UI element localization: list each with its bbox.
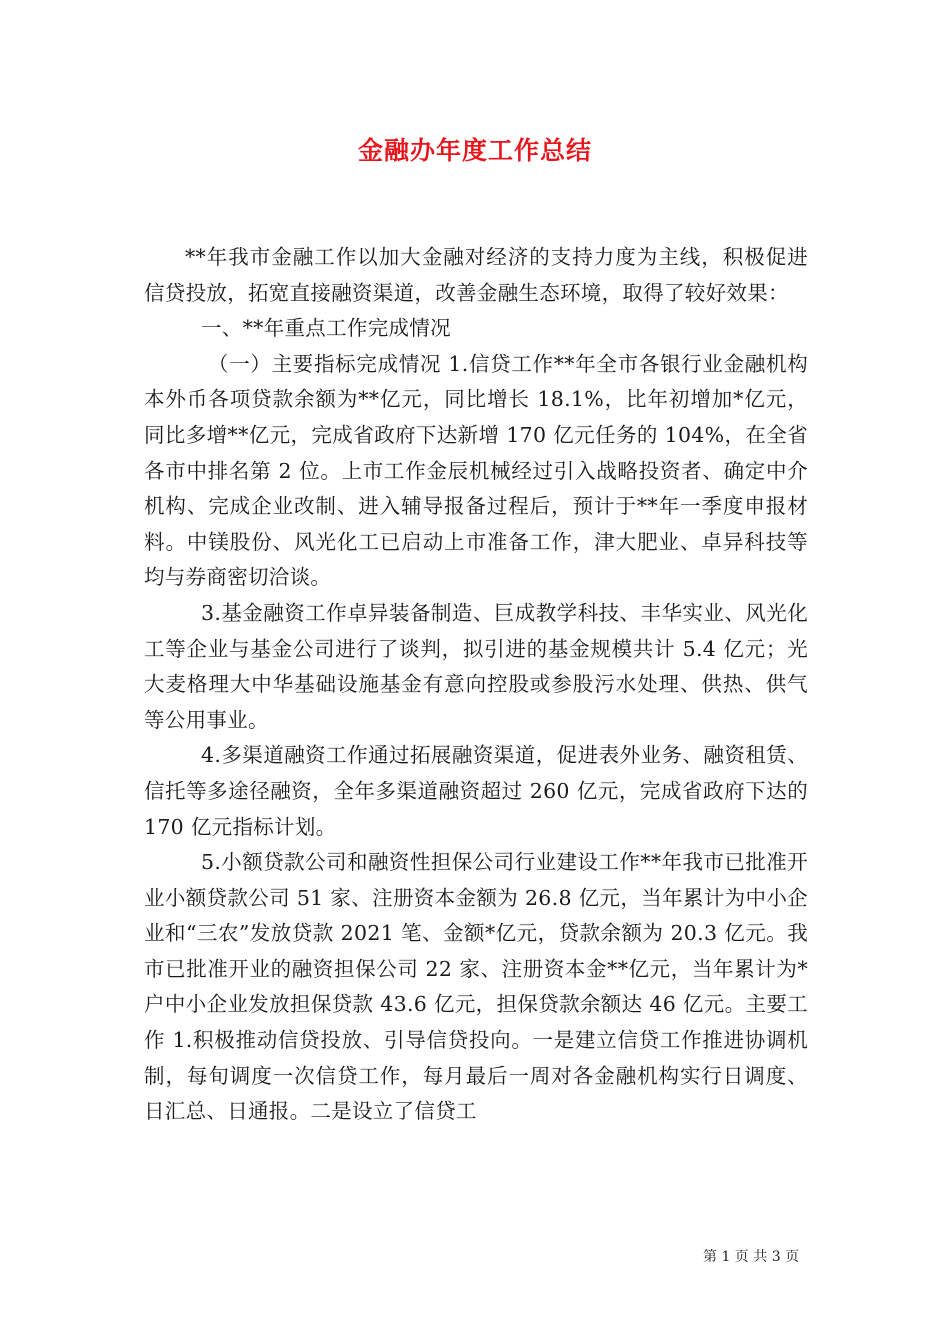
section-heading: 一、**年重点工作完成情况 [201,316,451,341]
document-title: 金融办年度工作总结 [357,136,592,165]
document-body [144,240,808,1130]
paragraph-indicators: （一）主要指标完成情况 1.信贷工作**年全市各银行业金融机构本外币各项贷款余额为**亿元，同比增长 18.1%，比年初增加*亿元，同比多增**亿元，完成省政府下达新增 170 亿元任务的 104%，在全省各市中排名第 2 位。上市工作金辰机械经过引入战略投资者、确定中介机构、完成企业改制、进入辅导报备过程后，预计于**年一季度申报材料。中镁股份、风光化工已启动上市准备工作，津大肥业、卓异科技等均与券商密切洽谈。 [144,351,808,590]
paragraph-fund-financing: 3.基金融资工作卓异装备制造、巨成教学科技、丰华实业、风光化工等企业与基金公司进行了谈判，拟引进的基金规模共计 5.4 亿元；光大麦格理大中华基础设施基金有意向控股或参股污水处理、供热、供气等公用事业。 [144,600,808,732]
intro-paragraph: **年我市金融工作以加大金融对经济的支持力度为主线，积极促进信贷投放，拓宽直接融资渠道，改善金融生态环境，取得了较好效果： [144,245,808,305]
paragraph-multichannel-financing: 4.多渠道融资工作通过拓展融资渠道，促进表外业务、融资租赁、信托等多途径融资，全年多渠道融资超过 260 亿元，完成省政府下达的 170 亿元指标计划。 [144,743,808,839]
paragraph-microcredit: 5.小额贷款公司和融资性担保公司行业建设工作**年我市已批准开业小额贷款公司 51 家、注册资本金额为 26.8 亿元，当年累计为中小企业和“三农”发放贷款 2021 笔、金额*亿元，贷款余额为 20.3 亿元。我市已批准开业的融资担保公司 22 家、注册资本金**亿元，当年累计为*户中小企业发放担保贷款 43.6 亿元，担保贷款余额达 46 亿元。主要工作 1.积极推动信贷投放、引导信贷投向。一是建立信贷工作推进协调机制，每旬调度一次信贷工作，每月最后一周对各金融机构实行日调度、日汇总、日通报。二是设立了信贷工 [144,850,808,1124]
page-number-footer: 第 1 页 共 3 页 [703,1249,800,1265]
